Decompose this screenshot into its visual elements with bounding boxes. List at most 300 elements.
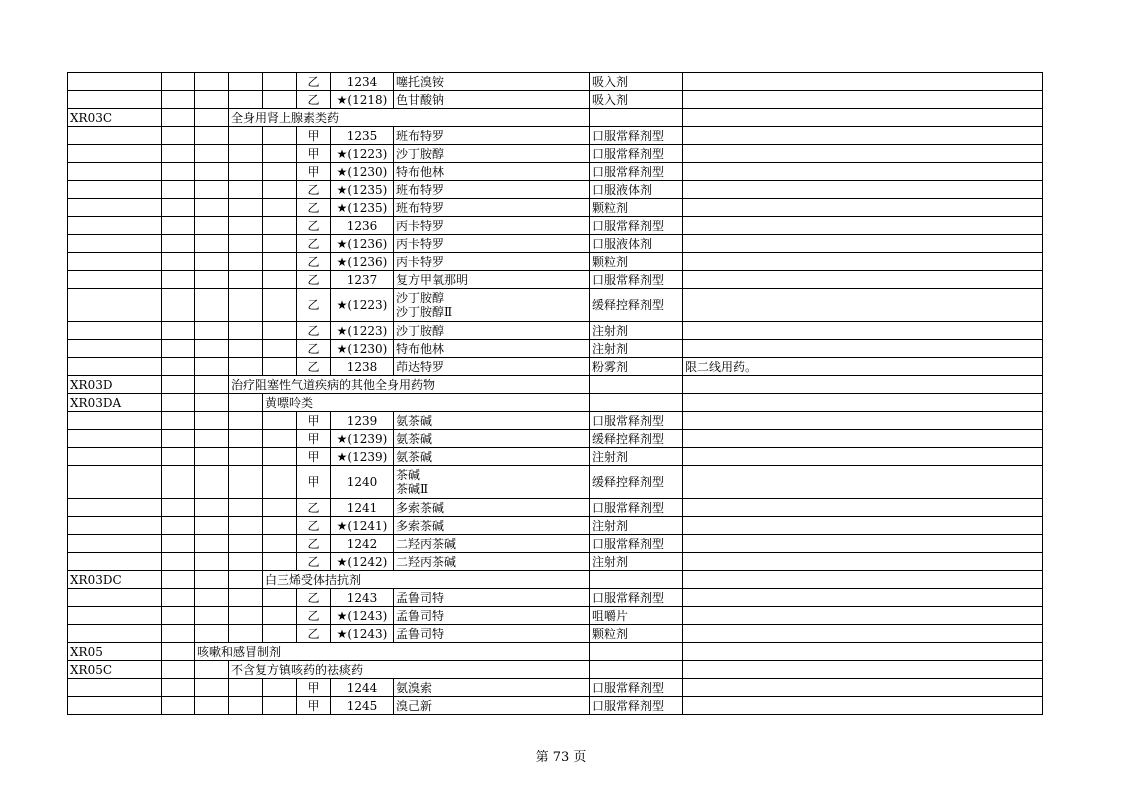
level-cell [263, 253, 297, 271]
page-number: 第 73 页 [535, 750, 587, 765]
dosage-form-cell: 注射剂 [590, 448, 683, 466]
level-cell [229, 340, 263, 358]
drug-number-cell: ★(1230) [331, 163, 394, 181]
drug-name-cell: 色甘酸钠 [394, 91, 590, 109]
remark-cell [683, 517, 1043, 535]
dosage-form-cell: 咀嚼片 [590, 607, 683, 625]
level-cell [229, 517, 263, 535]
drug-number-cell: ★(1235) [331, 181, 394, 199]
drug-name-cell: 沙丁胺醇 [394, 145, 590, 163]
remark-cell [683, 499, 1043, 517]
drug-number-cell: ★(1239) [331, 448, 394, 466]
code-cell [68, 499, 162, 517]
dosage-form-cell: 缓释控释剂型 [590, 466, 683, 499]
code-cell [68, 535, 162, 553]
dosage-form-cell: 口服常释剂型 [590, 145, 683, 163]
drug-number-cell: ★(1218) [331, 91, 394, 109]
dosage-form-cell: 口服常释剂型 [590, 535, 683, 553]
form-cell [590, 661, 683, 679]
dosage-form-cell: 口服常释剂型 [590, 679, 683, 697]
level-cell [229, 394, 263, 412]
category-cell: 甲 [297, 697, 331, 715]
level-cell [162, 163, 195, 181]
level-cell [195, 73, 229, 91]
level-cell [229, 217, 263, 235]
level-cell [162, 394, 195, 412]
dosage-form-cell: 注射剂 [590, 517, 683, 535]
drug-name-line: 茶碱 [396, 468, 421, 482]
group-row [68, 376, 1043, 394]
category-cell: 乙 [297, 253, 331, 271]
level-cell [263, 448, 297, 466]
level-cell [162, 448, 195, 466]
category-cell: 乙 [297, 358, 331, 376]
level-cell [195, 430, 229, 448]
code-cell [68, 466, 162, 499]
level-cell [195, 253, 229, 271]
dosage-form-cell: 口服常释剂型 [590, 589, 683, 607]
drug-name-cell [394, 466, 590, 499]
level-cell [263, 466, 297, 499]
dosage-form-cell: 颗粒剂 [590, 625, 683, 643]
level-cell [229, 607, 263, 625]
code-cell: XR03D [68, 376, 162, 394]
level-cell [263, 340, 297, 358]
drug-name-cell: 沙丁胺醇 [394, 322, 590, 340]
level-cell [195, 697, 229, 715]
level-cell [195, 625, 229, 643]
category-cell: 乙 [297, 535, 331, 553]
level-cell [162, 91, 195, 109]
level-cell [229, 697, 263, 715]
drug-catalog-table [67, 72, 1043, 715]
remark-cell [683, 253, 1043, 271]
code-cell: XR03DA [68, 394, 162, 412]
form-cell [590, 109, 683, 127]
dosage-form-cell: 注射剂 [590, 340, 683, 358]
category-cell: 甲 [297, 430, 331, 448]
drug-number-cell: 1236 [331, 217, 394, 235]
category-cell: 乙 [297, 73, 331, 91]
table-row [68, 625, 1043, 643]
level-cell [229, 127, 263, 145]
remark-cell [683, 571, 1043, 589]
code-cell [68, 91, 162, 109]
category-cell: 甲 [297, 466, 331, 499]
level-cell [162, 571, 195, 589]
form-cell [590, 643, 683, 661]
level-cell [195, 289, 229, 322]
table-row [68, 235, 1043, 253]
drug-name-cell: 班布特罗 [394, 181, 590, 199]
table-row [68, 163, 1043, 181]
level-cell [263, 679, 297, 697]
level-cell [195, 448, 229, 466]
level-cell [229, 145, 263, 163]
level-cell [195, 235, 229, 253]
table-row [68, 199, 1043, 217]
group-row [68, 109, 1043, 127]
level-cell [162, 661, 195, 679]
category-cell: 甲 [297, 448, 331, 466]
category-cell: 甲 [297, 679, 331, 697]
table-row [68, 91, 1043, 109]
category-cell: 乙 [297, 553, 331, 571]
table-row [68, 253, 1043, 271]
remark-cell: 限二线用药。 [683, 358, 1043, 376]
code-cell [68, 517, 162, 535]
drug-name-cell: 班布特罗 [394, 127, 590, 145]
drug-number-cell: 1240 [331, 466, 394, 499]
level-cell [195, 607, 229, 625]
level-cell [162, 253, 195, 271]
drug-number-cell: 1243 [331, 589, 394, 607]
code-cell [68, 217, 162, 235]
drug-number-cell: ★(1241) [331, 517, 394, 535]
dosage-form-cell: 口服常释剂型 [590, 412, 683, 430]
drug-number-cell: ★(1239) [331, 430, 394, 448]
category-cell: 乙 [297, 289, 331, 322]
drug-name-cell: 二羟丙茶碱 [394, 535, 590, 553]
level-cell [229, 571, 263, 589]
level-cell [162, 127, 195, 145]
level-cell [195, 661, 229, 679]
level-cell [195, 217, 229, 235]
drug-name-cell: 二羟丙茶碱 [394, 553, 590, 571]
level-cell [229, 91, 263, 109]
drug-name-cell: 噻托溴铵 [394, 73, 590, 91]
level-cell [263, 91, 297, 109]
code-cell: XR03C [68, 109, 162, 127]
level-cell [263, 163, 297, 181]
form-cell [590, 376, 683, 394]
code-cell [68, 289, 162, 322]
drug-number-cell: ★(1243) [331, 625, 394, 643]
code-cell [68, 235, 162, 253]
drug-number-cell: 1242 [331, 535, 394, 553]
level-cell [162, 340, 195, 358]
level-cell [263, 217, 297, 235]
code-cell [68, 625, 162, 643]
drug-number-cell: ★(1243) [331, 607, 394, 625]
level-cell [195, 199, 229, 217]
remark-cell [683, 199, 1043, 217]
level-cell [162, 181, 195, 199]
level-cell [229, 679, 263, 697]
level-cell [229, 499, 263, 517]
level-cell [162, 607, 195, 625]
remark-cell [683, 73, 1043, 91]
dosage-form-cell: 口服液体剂 [590, 181, 683, 199]
table-row [68, 607, 1043, 625]
dosage-form-cell: 粉雾剂 [590, 358, 683, 376]
remark-cell [683, 340, 1043, 358]
level-cell [162, 589, 195, 607]
dosage-form-cell: 吸入剂 [590, 73, 683, 91]
table-row [68, 589, 1043, 607]
level-cell [263, 289, 297, 322]
level-cell [162, 679, 195, 697]
group-label: 白三烯受体拮抗剂 [263, 571, 590, 589]
level-cell [162, 271, 195, 289]
drug-name-cell: 溴己新 [394, 697, 590, 715]
remark-cell [683, 679, 1043, 697]
code-cell [68, 127, 162, 145]
category-cell: 乙 [297, 271, 331, 289]
group-row [68, 571, 1043, 589]
dosage-form-cell: 口服液体剂 [590, 235, 683, 253]
remark-cell [683, 661, 1043, 679]
code-cell [68, 679, 162, 697]
table-row [68, 448, 1043, 466]
drug-name-cell: 氨茶碱 [394, 412, 590, 430]
level-cell [162, 322, 195, 340]
level-cell [263, 73, 297, 91]
remark-cell [683, 289, 1043, 322]
remark-cell [683, 217, 1043, 235]
drug-name-cell: 孟鲁司特 [394, 589, 590, 607]
dosage-form-cell: 缓释控释剂型 [590, 430, 683, 448]
table-row [68, 412, 1043, 430]
level-cell [195, 412, 229, 430]
group-label: 治疗阻塞性气道疾病的其他全身用药物 [229, 376, 590, 394]
level-cell [263, 127, 297, 145]
table-row [68, 217, 1043, 235]
drug-name-cell: 复方甲氧那明 [394, 271, 590, 289]
level-cell [162, 643, 195, 661]
table-row [68, 358, 1043, 376]
level-cell [263, 589, 297, 607]
drug-number-cell: 1235 [331, 127, 394, 145]
remark-cell [683, 271, 1043, 289]
drug-name-cell: 丙卡特罗 [394, 253, 590, 271]
drug-name-cell: 特布他林 [394, 340, 590, 358]
dosage-form-cell: 口服常释剂型 [590, 499, 683, 517]
level-cell [263, 517, 297, 535]
remark-cell [683, 553, 1043, 571]
level-cell [263, 199, 297, 217]
level-cell [195, 499, 229, 517]
remark-cell [683, 412, 1043, 430]
code-cell: XR05 [68, 643, 162, 661]
table-row [68, 127, 1043, 145]
level-cell [162, 625, 195, 643]
level-cell [263, 181, 297, 199]
remark-cell [683, 430, 1043, 448]
level-cell [263, 553, 297, 571]
code-cell [68, 199, 162, 217]
level-cell [162, 466, 195, 499]
level-cell [229, 625, 263, 643]
remark-cell [683, 697, 1043, 715]
remark-cell [683, 376, 1043, 394]
drug-number-cell: 1239 [331, 412, 394, 430]
remark-cell [683, 91, 1043, 109]
remark-cell [683, 145, 1043, 163]
table-row [68, 145, 1043, 163]
drug-name-cell: 茚达特罗 [394, 358, 590, 376]
drug-number-cell: 1237 [331, 271, 394, 289]
level-cell [195, 466, 229, 499]
category-cell: 乙 [297, 499, 331, 517]
level-cell [229, 181, 263, 199]
drug-number-cell: ★(1242) [331, 553, 394, 571]
level-cell [229, 322, 263, 340]
drug-name-line: 沙丁胺醇 [396, 291, 445, 305]
table-row [68, 430, 1043, 448]
table-row [68, 340, 1043, 358]
category-cell: 乙 [297, 235, 331, 253]
level-cell [263, 607, 297, 625]
drug-name-cell: 多索茶碱 [394, 499, 590, 517]
level-cell [195, 394, 229, 412]
level-cell [195, 571, 229, 589]
level-cell [195, 127, 229, 145]
remark-cell [683, 235, 1043, 253]
level-cell [195, 163, 229, 181]
drug-number-cell: 1234 [331, 73, 394, 91]
category-cell: 乙 [297, 340, 331, 358]
remark-cell [683, 394, 1043, 412]
drug-name-cell: 丙卡特罗 [394, 235, 590, 253]
level-cell [195, 181, 229, 199]
category-cell: 甲 [297, 127, 331, 145]
table-row [68, 73, 1043, 91]
level-cell [195, 679, 229, 697]
drug-number-cell: ★(1230) [331, 340, 394, 358]
level-cell [162, 697, 195, 715]
table-row [68, 466, 1043, 499]
drug-number-cell: ★(1236) [331, 235, 394, 253]
level-cell [229, 553, 263, 571]
category-cell: 甲 [297, 412, 331, 430]
code-cell [68, 553, 162, 571]
drug-name-cell: 丙卡特罗 [394, 217, 590, 235]
drug-name-cell: 特布他林 [394, 163, 590, 181]
group-row [68, 643, 1043, 661]
drug-name-cell: 氨茶碱 [394, 448, 590, 466]
level-cell [195, 322, 229, 340]
level-cell [195, 145, 229, 163]
drug-number-cell: 1238 [331, 358, 394, 376]
level-cell [229, 235, 263, 253]
table-row [68, 553, 1043, 571]
level-cell [195, 91, 229, 109]
level-cell [162, 217, 195, 235]
category-cell: 乙 [297, 217, 331, 235]
code-cell [68, 145, 162, 163]
group-label: 黄嘌呤类 [263, 394, 590, 412]
level-cell [162, 430, 195, 448]
table-row [68, 322, 1043, 340]
level-cell [229, 199, 263, 217]
level-cell [195, 376, 229, 394]
level-cell [263, 145, 297, 163]
level-cell [263, 499, 297, 517]
code-cell [68, 589, 162, 607]
remark-cell [683, 163, 1043, 181]
level-cell [162, 289, 195, 322]
dosage-form-cell: 吸入剂 [590, 91, 683, 109]
drug-number-cell: 1245 [331, 697, 394, 715]
remark-cell [683, 643, 1043, 661]
level-cell [263, 271, 297, 289]
drug-name-cell: 孟鲁司特 [394, 625, 590, 643]
drug-number-cell: 1241 [331, 499, 394, 517]
level-cell [263, 697, 297, 715]
level-cell [162, 145, 195, 163]
level-cell [229, 358, 263, 376]
drug-name-line-2: 沙丁胺醇Ⅱ [396, 305, 453, 319]
level-cell [195, 517, 229, 535]
level-cell [195, 535, 229, 553]
drug-name-cell: 孟鲁司特 [394, 607, 590, 625]
drug-name-cell: 班布特罗 [394, 199, 590, 217]
dosage-form-cell: 注射剂 [590, 322, 683, 340]
level-cell [162, 535, 195, 553]
level-cell [195, 553, 229, 571]
level-cell [195, 340, 229, 358]
level-cell [229, 535, 263, 553]
level-cell [229, 430, 263, 448]
level-cell [263, 358, 297, 376]
level-cell [162, 553, 195, 571]
category-cell: 乙 [297, 517, 331, 535]
level-cell [195, 109, 229, 127]
table-row [68, 289, 1043, 322]
table-row [68, 517, 1043, 535]
drug-name-cell: 多索茶碱 [394, 517, 590, 535]
category-cell: 甲 [297, 145, 331, 163]
form-cell [590, 394, 683, 412]
level-cell [229, 589, 263, 607]
drug-number-cell: ★(1235) [331, 199, 394, 217]
level-cell [162, 376, 195, 394]
drug-name-cell: 氨茶碱 [394, 430, 590, 448]
remark-cell [683, 535, 1043, 553]
code-cell [68, 340, 162, 358]
level-cell [229, 73, 263, 91]
level-cell [162, 73, 195, 91]
group-row [68, 394, 1043, 412]
remark-cell [683, 625, 1043, 643]
remark-cell [683, 322, 1043, 340]
level-cell [229, 448, 263, 466]
remark-cell [683, 181, 1043, 199]
code-cell [68, 430, 162, 448]
remark-cell [683, 127, 1043, 145]
level-cell [229, 412, 263, 430]
group-label: 全身用肾上腺素类药 [229, 109, 590, 127]
category-cell: 甲 [297, 163, 331, 181]
code-cell [68, 163, 162, 181]
code-cell [68, 358, 162, 376]
category-cell: 乙 [297, 181, 331, 199]
level-cell [229, 163, 263, 181]
code-cell: XR03DC [68, 571, 162, 589]
drug-name-line-2: 茶碱Ⅱ [396, 482, 429, 496]
level-cell [162, 517, 195, 535]
code-cell [68, 181, 162, 199]
remark-cell [683, 589, 1043, 607]
level-cell [162, 109, 195, 127]
code-cell [68, 271, 162, 289]
dosage-form-cell: 颗粒剂 [590, 253, 683, 271]
table-row [68, 181, 1043, 199]
group-row [68, 661, 1043, 679]
dosage-form-cell: 口服常释剂型 [590, 271, 683, 289]
level-cell [195, 589, 229, 607]
